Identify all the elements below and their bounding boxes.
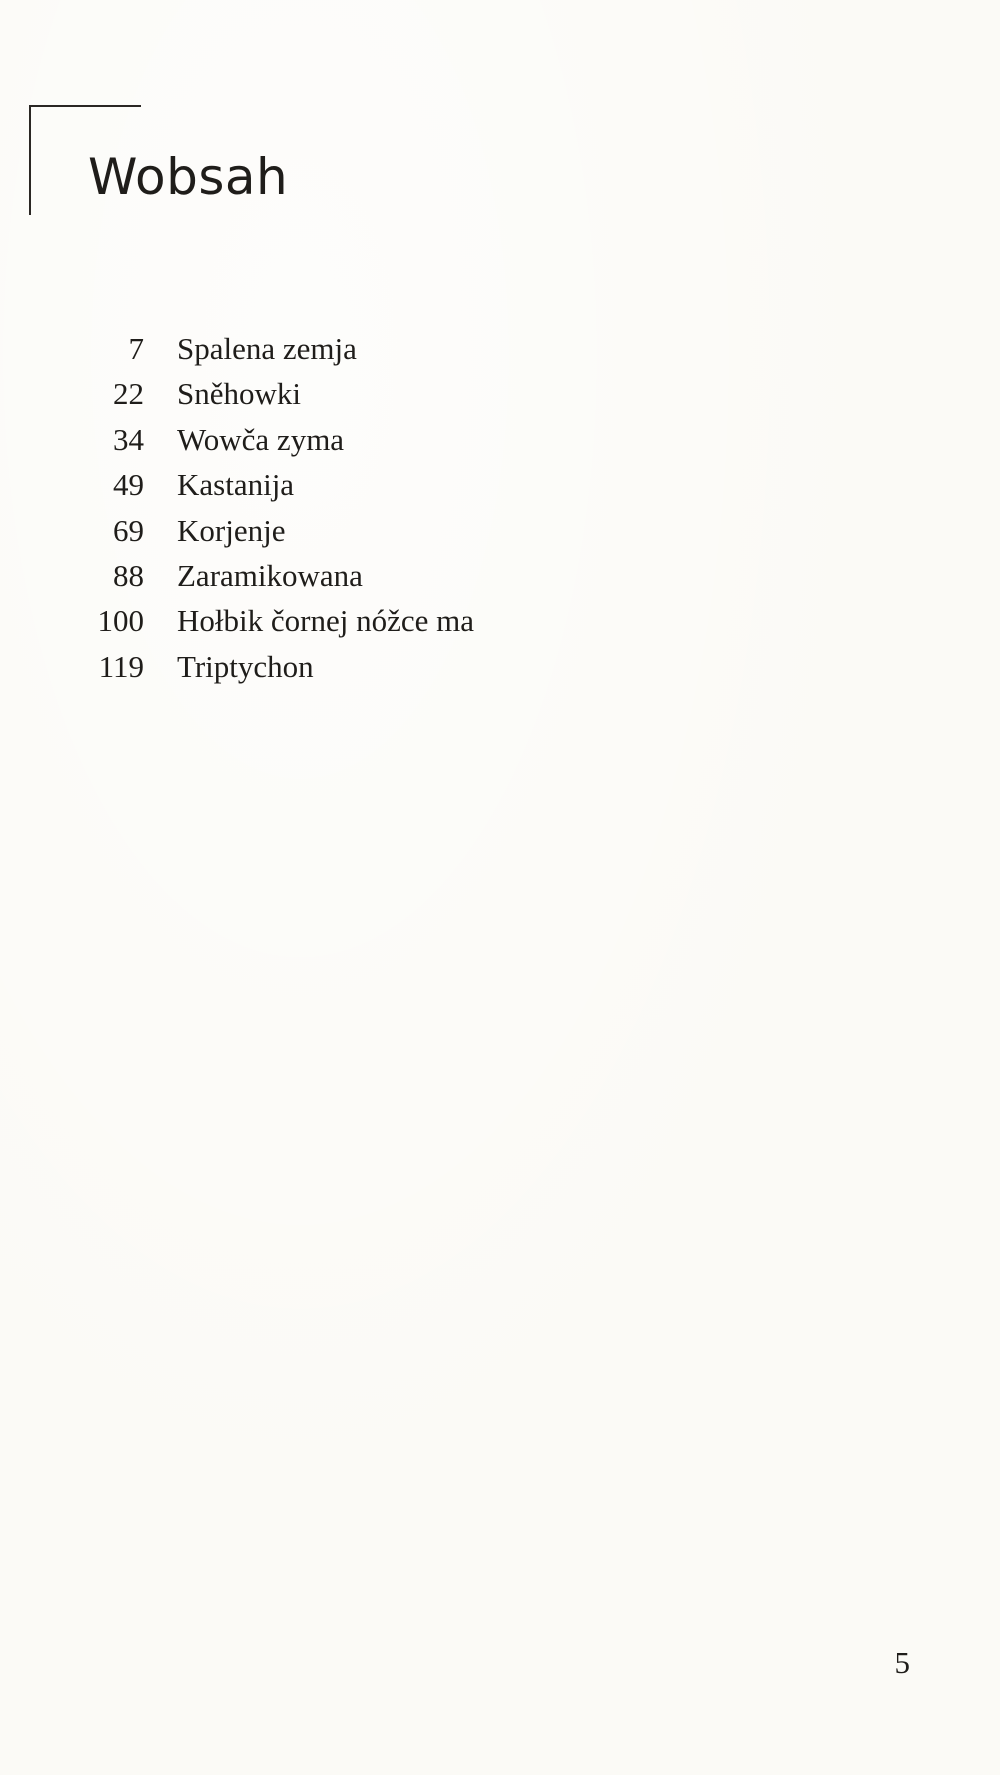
folio-page-number: 5 [894, 1645, 910, 1680]
toc-page-number: 34 [113, 421, 144, 457]
toc-entry [70, 553, 474, 598]
toc-page-number: 100 [97, 603, 144, 639]
toc-title: Sněhowki [177, 376, 301, 412]
toc-entry [70, 508, 474, 553]
toc-title: Kastanija [177, 467, 295, 503]
toc-title: Zaramikowana [177, 557, 363, 593]
toc-title: Spalena zemja [177, 331, 357, 366]
page-title: Wobsah [88, 148, 289, 206]
toc-entry [70, 462, 474, 507]
toc-page-number: 88 [113, 557, 144, 593]
toc-entry [70, 598, 474, 643]
table-of-contents [70, 326, 474, 689]
toc-entry [70, 371, 474, 416]
toc-page-number: 69 [113, 512, 144, 548]
toc-page-number: 22 [113, 376, 144, 412]
toc-title: Triptychon [177, 648, 314, 684]
toc-page-number: 49 [113, 467, 144, 503]
toc-title: Wowča zyma [177, 421, 345, 457]
toc-page-number: 7 [128, 331, 144, 366]
toc-title: Korjenje [177, 512, 286, 548]
toc-entry [70, 417, 474, 462]
toc-title: Hołbik čornej nóžce ma [177, 603, 474, 639]
toc-entry [70, 644, 474, 689]
toc-entry [70, 326, 474, 371]
toc-page-number: 119 [98, 648, 144, 684]
